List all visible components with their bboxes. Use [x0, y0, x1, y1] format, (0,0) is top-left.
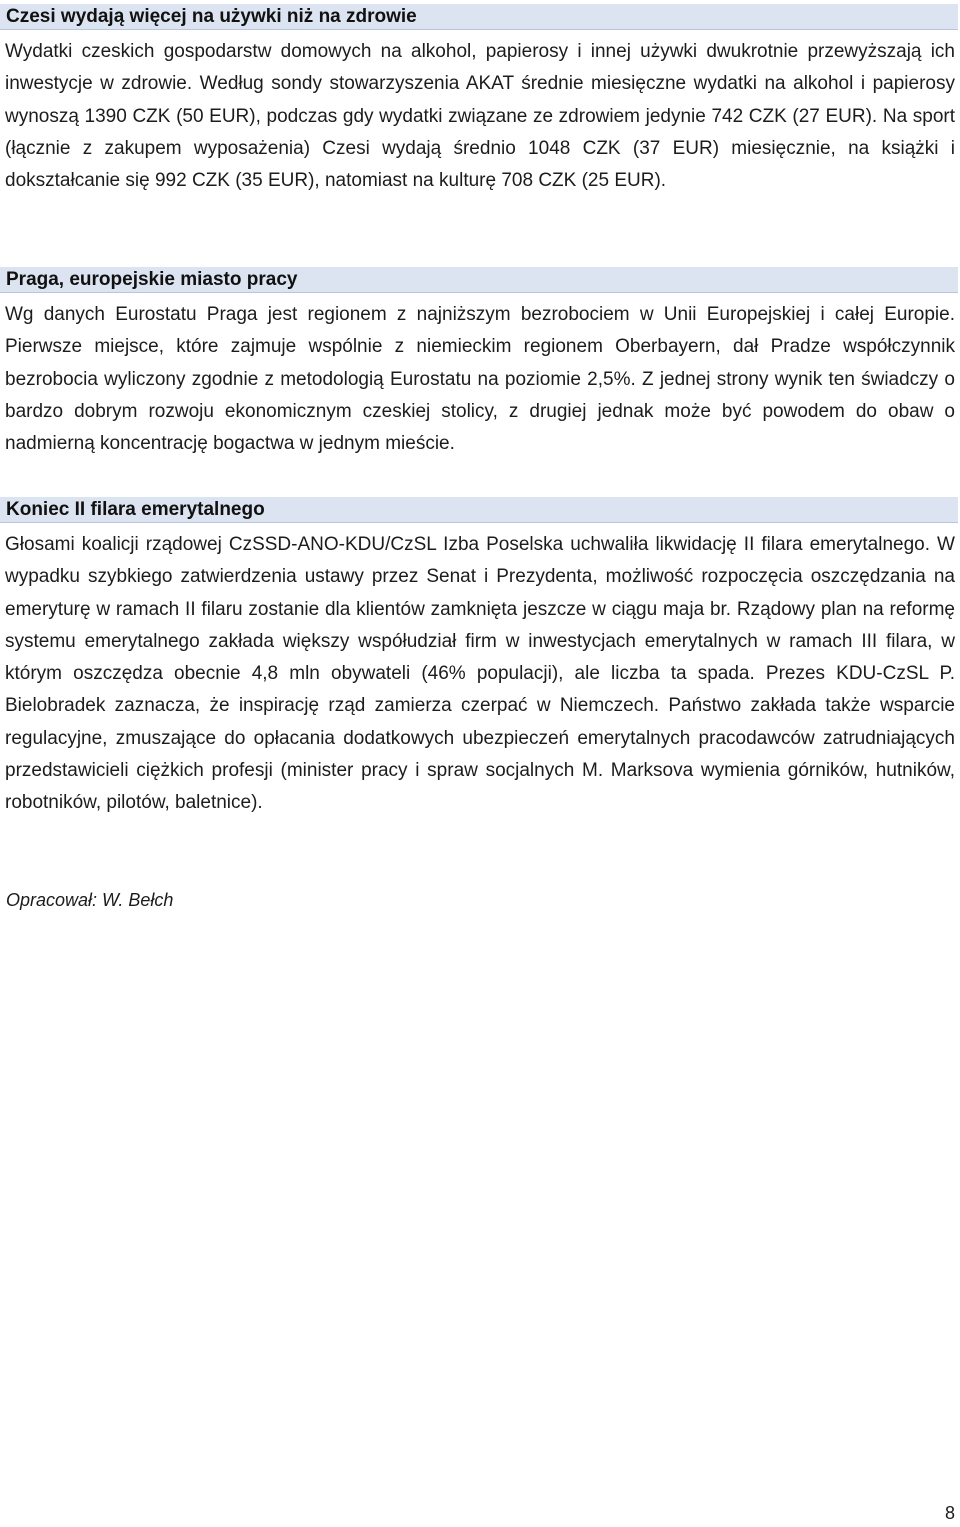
- article-pension-pillar: [0, 497, 960, 820]
- article-heading: Koniec II filara emerytalnego: [0, 497, 958, 523]
- article-heading: Praga, europejskie miasto pracy: [0, 267, 958, 293]
- author-credit: Opracował: W. Bełch: [6, 890, 174, 910]
- article-body: Wydatki czeskich gospodarstw domowych na alkohol, papierosy i innej używki dwukrotnie przewyższają ich inwestycje w zdrowie. Według sondy stowarzyszenia AKAT średnie miesięczne wydatki na alkohol i papierosy wynoszą 1390 CZK (50 EUR), podczas gdy wydatki związane ze zdrowiem jedynie 742 CZK (27 EUR). Na sport (łącznie z zakupem wyposażenia) Czesi wydają średnio 1048 CZK (37 EUR) miesięcznie, na książki i dokształcanie się 992 CZK (35 EUR), natomiast na kulturę 708 CZK (25 EUR).: [5, 41, 955, 192]
- article-body: Wg danych Eurostatu Praga jest regionem z najniższym bezrobociem w Unii Europejskiej i całej Europie. Pierwsze miejsce, które zajmuje wspólnie z niemieckim regionem Oberbayern, dał Pradze współczynnik bezrobocia wyliczony zgodnie z metodologią Eurostatu na poziomie 2,5%. Z jednej strony wynik ten świadczy o bardzo dobrym rozwoju ekonomicznym czeskiej stolicy, z drugiej jednak może być powodem do obaw o nadmierną koncentrację bogactwa w jednym mieście.: [5, 304, 955, 455]
- article-prague-employment: [0, 267, 960, 460]
- page-number: 8: [944, 1503, 955, 1523]
- article-heading: Czesi wydają więcej na używki niż na zdrowie: [0, 4, 958, 30]
- article-alcohol-spending: [0, 4, 960, 197]
- article-body: Głosami koalicji rządowej CzSSD-ANO-KDU/CzSL Izba Poselska uchwaliła likwidację II filara emerytalnego. W wypadku szybkiego zatwierdzenia ustawy przez Senat i Prezydenta, możliwość rozpoczęcia oszczędzania na emeryturę w ramach II filaru zostanie dla klientów zamknięta jeszcze w ciągu maja br. Rządowy plan na reformę systemu emerytalnego zakłada większy współudział firm w inwestycjach emerytalnych w ramach III filara, w którym oszczędza obecnie 4,8 mln obywateli (46% populacji), ale liczba ta spada. Prezes KDU-CzSL P. Bielobradek zaznacza, że inspirację rząd zamierza czerpać w Niemczech. Państwo zakłada także wsparcie regulacyjne, zmuszające do opłacania dodatkowych ubezpieczeń emerytalnych pracodawców zatrudniających przedstawicieli ciężkich profesji (minister pracy i spraw socjalnych M. Marksova wymienia górników, hutników, robotników, pilotów, baletnice).: [5, 534, 955, 814]
